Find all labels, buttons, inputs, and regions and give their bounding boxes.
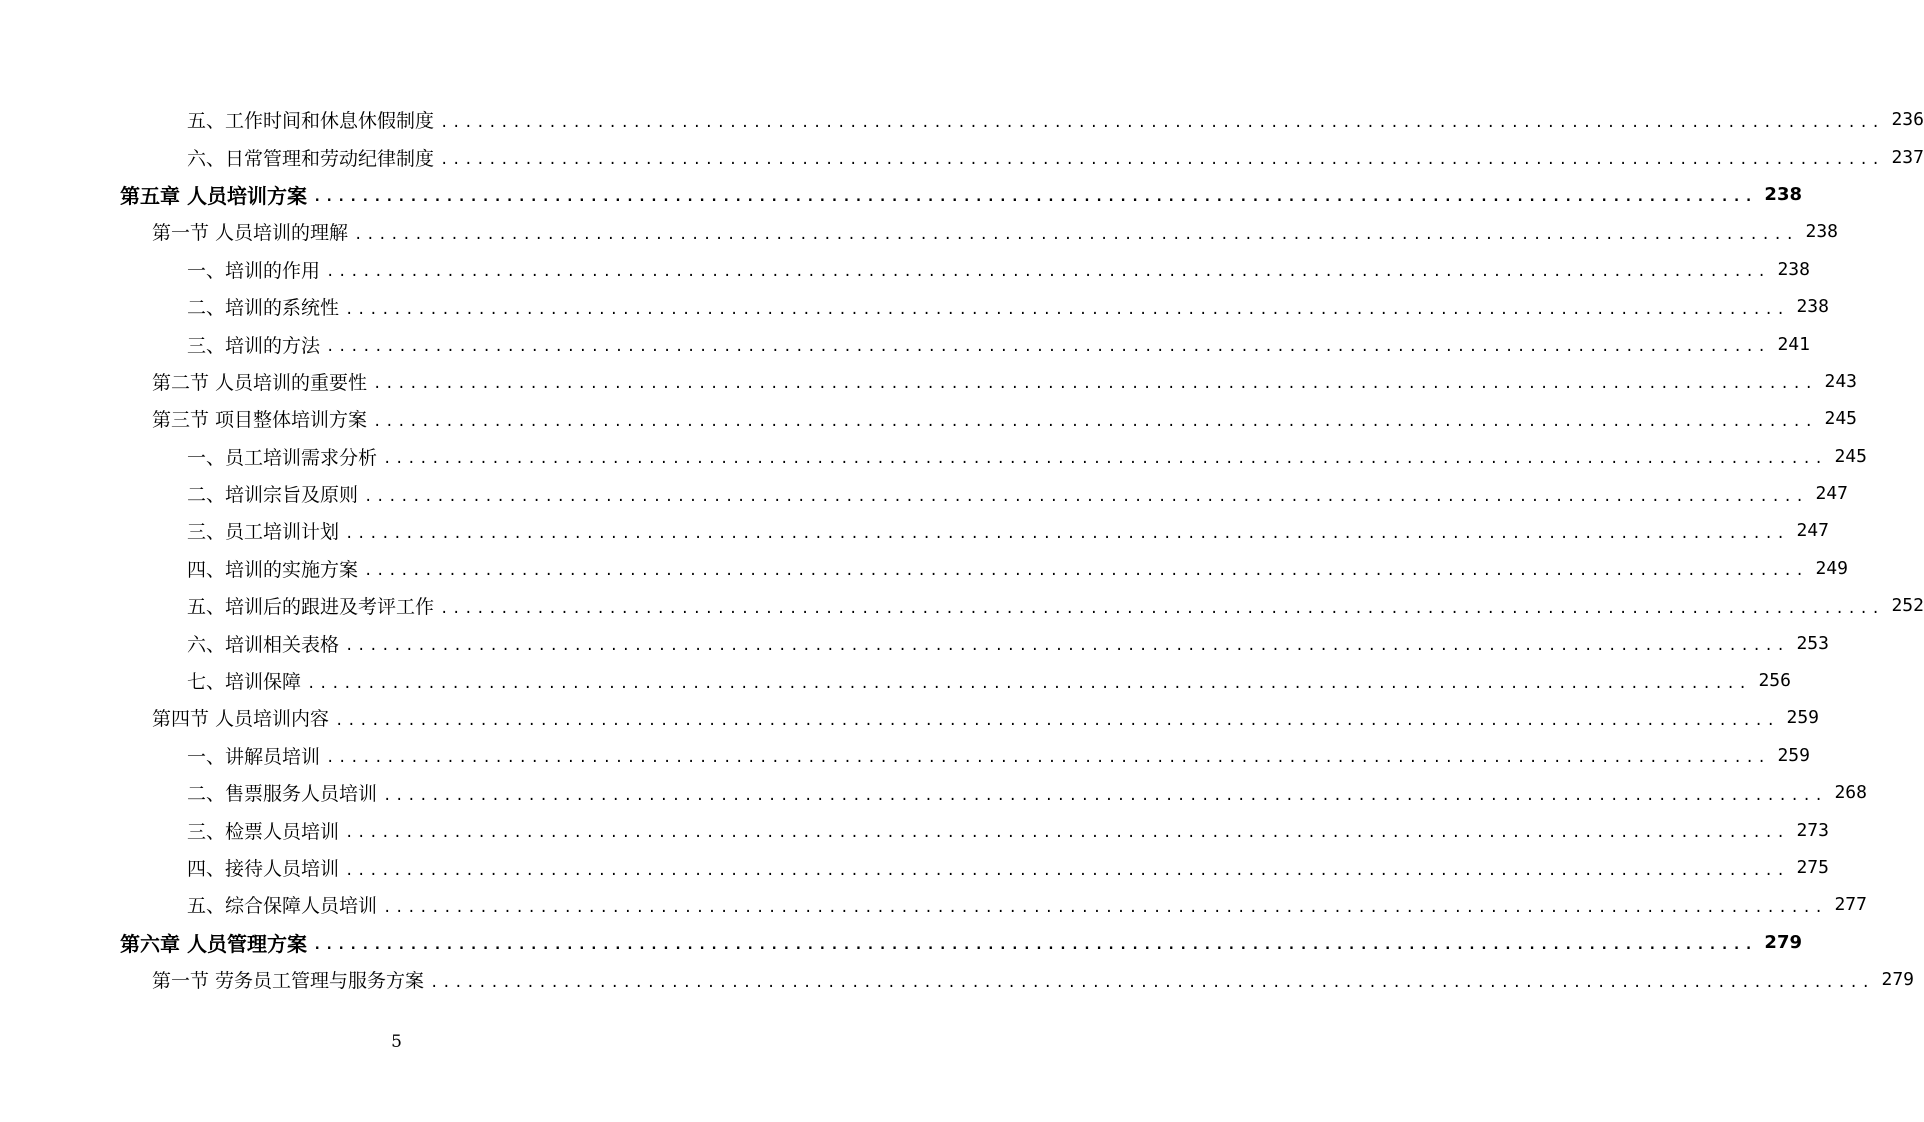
toc-entry-title: 第三节 项目整体培训方案 xyxy=(152,409,368,432)
toc-entry-title: 六、培训相关表格 xyxy=(187,633,340,656)
toc-entry-page-number: 238 xyxy=(1764,183,1802,205)
page-number: 5 xyxy=(391,1032,402,1052)
toc-entry-title: 一、员工培训需求分析 xyxy=(187,446,378,469)
dot-leader: ........................................................................................................................ xyxy=(373,376,1817,393)
toc-section-entry[interactable] xyxy=(0,213,1839,250)
toc-item-entry[interactable] xyxy=(0,624,1829,661)
toc-entry-title: 一、讲解员培训 xyxy=(187,745,321,768)
toc-item-entry[interactable] xyxy=(0,475,1848,512)
toc-entry-page-number: 238 xyxy=(1796,296,1829,318)
dot-leader: ........................................................................................................................ xyxy=(345,862,1789,879)
toc-entry-page-number: 238 xyxy=(1805,221,1839,243)
toc-entry-page-number: 275 xyxy=(1796,857,1829,878)
dot-leader: ........................................................................................................................ xyxy=(440,600,1884,617)
dot-leader: ........................................................................................................................ xyxy=(373,413,1817,430)
toc-item-entry[interactable] xyxy=(0,587,1924,624)
toc-entry-title: 五、工作时间和休息休假制度 xyxy=(187,110,435,133)
toc-entry-page-number: 279 xyxy=(1881,969,1915,991)
toc-entry-page-number: 245 xyxy=(1834,445,1867,467)
toc-entry-page-number: 253 xyxy=(1796,632,1829,654)
dot-leader: ........................................................................................................................ xyxy=(354,226,1798,243)
toc-entry-page-number: 273 xyxy=(1796,819,1829,841)
toc-entry-title: 一、培训的作用 xyxy=(187,259,321,282)
toc-entry-page-number: 252 xyxy=(1891,595,1924,617)
dot-leader: ........................................................................................................................ xyxy=(345,525,1789,542)
toc-entry-title: 三、培训的方法 xyxy=(187,334,321,357)
toc-entry-title: 第一节 劳务员工管理与服务方案 xyxy=(152,970,425,993)
dot-leader: ........................................................................................................................ xyxy=(383,451,1827,468)
toc-entry-page-number: 259 xyxy=(1777,744,1810,766)
toc-item-entry[interactable] xyxy=(0,512,1829,549)
toc-item-entry[interactable] xyxy=(0,288,1829,325)
toc-entry-page-number: 247 xyxy=(1815,483,1848,505)
toc-item-entry[interactable] xyxy=(0,886,1867,923)
toc-entry-title: 三、检票人员培训 xyxy=(187,820,340,843)
toc-section-entry[interactable] xyxy=(0,363,1858,400)
toc-item-entry[interactable] xyxy=(0,251,1810,288)
dot-leader: ........................................................................................................................ xyxy=(312,189,1757,206)
toc-section-entry[interactable] xyxy=(0,400,1858,437)
toc-entry-page-number: 245 xyxy=(1824,408,1858,430)
dot-leader: ........................................................................................................................ xyxy=(364,563,1808,580)
dot-leader: ........................................................................................................................ xyxy=(326,339,1770,356)
dot-leader: ........................................................................................................................ xyxy=(307,675,1751,692)
toc-item-entry[interactable] xyxy=(0,138,1924,175)
toc-entry-title: 二、售票服务人员培训 xyxy=(187,783,378,806)
toc-entry-page-number: 259 xyxy=(1786,707,1820,729)
dot-leader: ........................................................................................................................ xyxy=(345,301,1789,318)
dot-leader: ........................................................................................................................ xyxy=(326,750,1770,767)
dot-leader: ........................................................................................................................ xyxy=(345,825,1789,842)
dot-leader: ........................................................................................................................ xyxy=(335,712,1779,729)
toc-entry-page-number: 238 xyxy=(1777,258,1810,280)
toc-section-entry[interactable] xyxy=(0,961,1915,998)
dot-leader: ........................................................................................................................ xyxy=(383,787,1827,804)
toc-entry-title: 四、接待人员培训 xyxy=(187,858,340,880)
table-of-contents xyxy=(0,101,1924,998)
toc-item-entry[interactable] xyxy=(0,101,1924,138)
toc-chapter-entry[interactable] xyxy=(0,924,1802,961)
toc-entry-title: 第二节 人员培训的重要性 xyxy=(152,371,368,394)
dot-leader: ........................................................................................................................ xyxy=(326,264,1770,281)
toc-item-entry[interactable] xyxy=(0,849,1829,886)
dot-leader: ........................................................................................................................ xyxy=(440,152,1884,169)
toc-item-entry[interactable] xyxy=(0,550,1848,587)
dot-leader: ........................................................................................................................ xyxy=(430,974,1874,991)
toc-section-entry[interactable] xyxy=(0,699,1820,736)
toc-entry-title: 二、培训的系统性 xyxy=(187,297,340,320)
toc-entry-page-number: 241 xyxy=(1777,333,1810,355)
dot-leader: ........................................................................................................................ xyxy=(364,488,1808,505)
dot-leader: ........................................................................................................................ xyxy=(383,899,1827,916)
toc-entry-title: 第六章 人员管理方案 xyxy=(120,931,307,956)
toc-entry-title: 第五章 人员培训方案 xyxy=(120,183,307,208)
toc-entry-title: 五、培训后的跟进及考评工作 xyxy=(187,596,435,619)
toc-entry-page-number: 279 xyxy=(1764,931,1802,953)
toc-item-entry[interactable] xyxy=(0,737,1810,774)
toc-entry-title: 第一节 人员培训的理解 xyxy=(152,222,349,245)
toc-entry-title: 四、培训的实施方案 xyxy=(187,558,359,581)
toc-entry-page-number: 237 xyxy=(1891,146,1924,168)
toc-entry-page-number: 236 xyxy=(1891,109,1924,131)
toc-entry-title: 五、综合保障人员培训 xyxy=(187,895,378,918)
toc-item-entry[interactable] xyxy=(0,774,1867,811)
toc-item-entry[interactable] xyxy=(0,325,1810,362)
toc-entry-page-number: 243 xyxy=(1824,370,1858,392)
toc-entry-title: 二、培训宗旨及原则 xyxy=(187,484,359,507)
dot-leader: ........................................................................................................................ xyxy=(440,114,1884,131)
toc-entry-title: 七、培训保障 xyxy=(187,671,302,694)
toc-item-entry[interactable] xyxy=(0,438,1867,475)
toc-entry-title: 第四节 人员培训内容 xyxy=(152,708,330,731)
toc-item-entry[interactable] xyxy=(0,811,1829,848)
dot-leader: ........................................................................................................................ xyxy=(312,937,1757,954)
toc-entry-page-number: 247 xyxy=(1796,520,1829,542)
toc-entry-page-number: 256 xyxy=(1758,670,1791,692)
toc-chapter-entry[interactable] xyxy=(0,176,1802,213)
toc-entry-page-number: 277 xyxy=(1834,894,1867,916)
toc-entry-page-number: 249 xyxy=(1815,557,1848,579)
toc-entry-title: 六、日常管理和劳动纪律制度 xyxy=(187,147,435,170)
toc-entry-title: 三、员工培训计划 xyxy=(187,521,340,544)
dot-leader: ........................................................................................................................ xyxy=(345,638,1789,655)
toc-item-entry[interactable] xyxy=(0,662,1791,699)
toc-entry-page-number: 268 xyxy=(1834,782,1867,804)
